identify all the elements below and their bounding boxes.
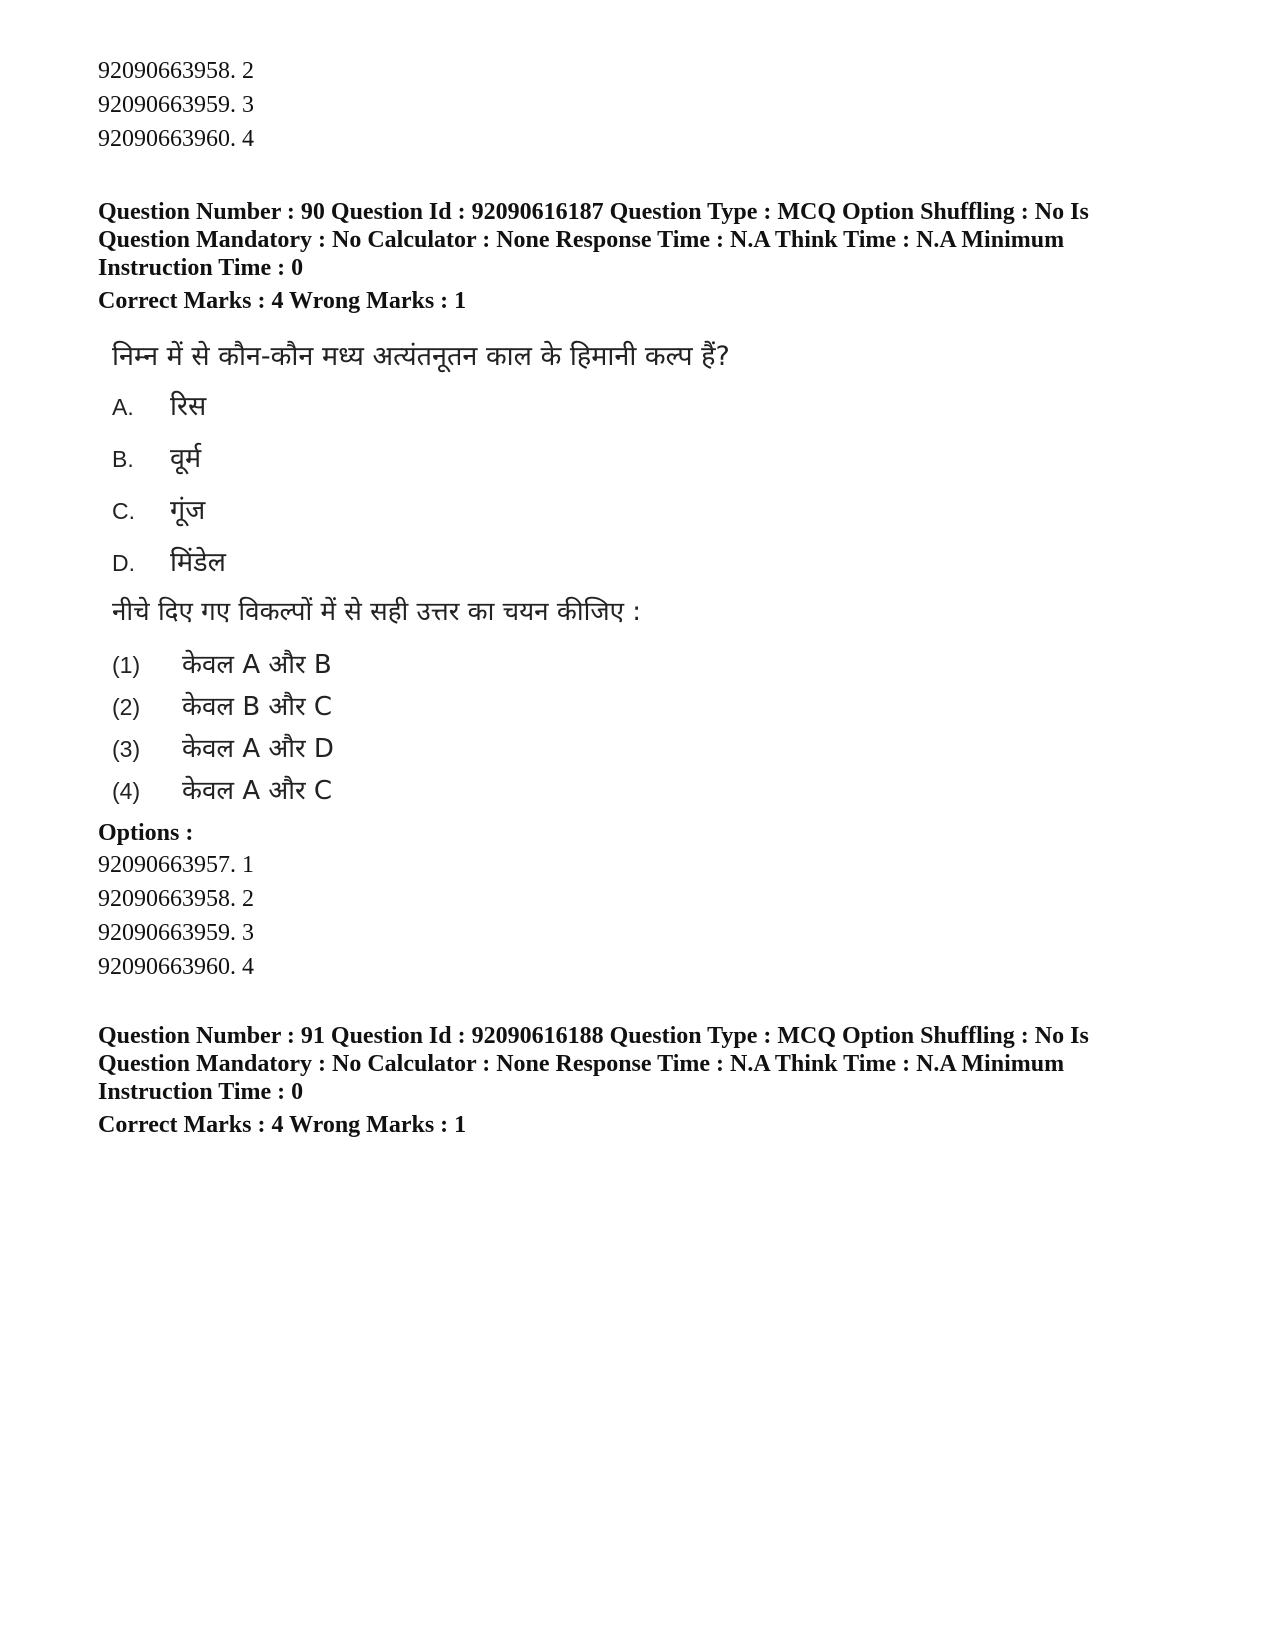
question-item-b: [112, 438, 201, 478]
item-text: गूंज: [170, 495, 206, 526]
question-90-options-list: [98, 848, 1188, 984]
choice-text: केवल A और C: [182, 776, 333, 806]
question-91-meta: [98, 1022, 1188, 1106]
option-line: 92090663958. 2: [98, 58, 254, 84]
meta-line: Instruction Time : 0: [98, 1079, 304, 1105]
option-line: 92090663957. 1: [98, 852, 254, 878]
choice-number: (1): [112, 652, 141, 678]
meta-line: Question Mandatory : No Calculator : None Response Time : N.A Think Time : N.A Minimum: [98, 1051, 1065, 1077]
choice-number: (3): [112, 736, 141, 762]
option-line: 92090663958. 2: [98, 886, 254, 912]
meta-line: Question Mandatory : No Calculator : None Response Time : N.A Think Time : N.A Minimum: [98, 227, 1065, 253]
question-90-marks: Correct Marks : 4 Wrong Marks : 1: [98, 288, 467, 314]
option-line: 92090663959. 3: [98, 920, 254, 946]
choice-number: (4): [112, 778, 141, 804]
item-letter: A.: [112, 394, 134, 420]
option-line: 92090663960. 4: [98, 954, 254, 980]
question-item-d: [112, 542, 226, 582]
item-letter: B.: [112, 446, 134, 472]
meta-line: Question Number : 91 Question Id : 92090616188 Question Type : MCQ Option Shuffling : No Is: [98, 1023, 1089, 1049]
question-item-a: [112, 386, 206, 426]
answer-choice-4: [112, 771, 332, 811]
answer-choice-1: [112, 645, 332, 685]
item-text: रिस: [170, 391, 207, 422]
item-letter: C.: [112, 498, 135, 524]
choice-text: केवल A और D: [182, 734, 334, 764]
choice-number: (2): [112, 694, 141, 720]
choice-text: केवल A और B: [182, 650, 332, 680]
meta-line: Instruction Time : 0: [98, 255, 304, 281]
answer-choice-3: [112, 729, 334, 769]
option-line: 92090663960. 4: [98, 126, 254, 152]
item-text: वूर्म: [170, 443, 202, 474]
option-line: 92090663959. 3: [98, 92, 254, 118]
options-label: Options :: [98, 820, 194, 846]
choice-text: केवल B और C: [182, 692, 333, 722]
answer-instruction: नीचे दिए गए विकल्पों में से सही उत्तर का चयन कीजिए :: [112, 597, 642, 627]
previous-options-list: [98, 54, 1188, 156]
question-91-marks: Correct Marks : 4 Wrong Marks : 1: [98, 1112, 467, 1138]
item-text: मिंडेल: [170, 547, 226, 578]
question-item-c: [112, 490, 205, 530]
question-90-meta: [98, 198, 1188, 282]
item-letter: D.: [112, 550, 135, 576]
question-text: निम्न में से कौन-कौन मध्य अत्यंतनूतन काल के हिमानी कल्प हैं?: [112, 341, 730, 372]
meta-line: Question Number : 90 Question Id : 92090616187 Question Type : MCQ Option Shuffling : No Is: [98, 199, 1089, 225]
answer-choice-2: [112, 687, 332, 727]
